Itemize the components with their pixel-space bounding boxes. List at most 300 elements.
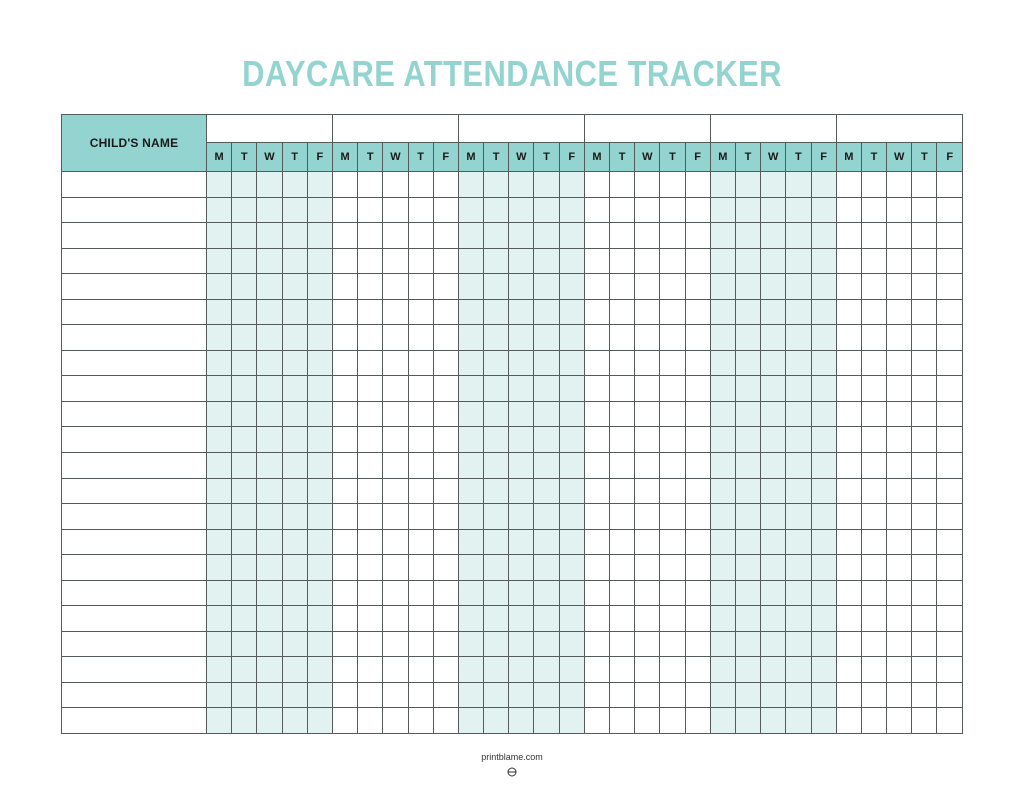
attendance-cell[interactable] [559, 453, 584, 479]
attendance-cell[interactable] [887, 631, 912, 657]
attendance-cell[interactable] [408, 325, 433, 351]
attendance-cell[interactable] [307, 708, 332, 734]
attendance-cell[interactable] [937, 453, 963, 479]
attendance-cell[interactable] [761, 453, 786, 479]
attendance-cell[interactable] [257, 453, 282, 479]
attendance-cell[interactable] [332, 274, 357, 300]
attendance-cell[interactable] [559, 197, 584, 223]
attendance-cell[interactable] [912, 223, 937, 249]
attendance-cell[interactable] [534, 453, 559, 479]
attendance-cell[interactable] [660, 529, 685, 555]
attendance-cell[interactable] [735, 223, 760, 249]
attendance-cell[interactable] [685, 172, 710, 198]
attendance-cell[interactable] [685, 401, 710, 427]
attendance-cell[interactable] [282, 350, 307, 376]
attendance-cell[interactable] [383, 325, 408, 351]
attendance-cell[interactable] [811, 350, 836, 376]
attendance-cell[interactable] [559, 478, 584, 504]
attendance-cell[interactable] [307, 223, 332, 249]
attendance-cell[interactable] [685, 376, 710, 402]
attendance-cell[interactable] [332, 223, 357, 249]
attendance-cell[interactable] [408, 274, 433, 300]
attendance-cell[interactable] [761, 606, 786, 632]
attendance-cell[interactable] [786, 580, 811, 606]
attendance-cell[interactable] [358, 427, 383, 453]
attendance-cell[interactable] [635, 299, 660, 325]
attendance-cell[interactable] [484, 478, 509, 504]
attendance-cell[interactable] [887, 401, 912, 427]
attendance-cell[interactable] [660, 325, 685, 351]
attendance-cell[interactable] [559, 529, 584, 555]
attendance-cell[interactable] [282, 580, 307, 606]
attendance-cell[interactable] [710, 248, 735, 274]
attendance-cell[interactable] [458, 606, 483, 632]
attendance-cell[interactable] [937, 657, 963, 683]
attendance-cell[interactable] [509, 248, 534, 274]
attendance-cell[interactable] [937, 401, 963, 427]
attendance-cell[interactable] [257, 606, 282, 632]
attendance-cell[interactable] [912, 325, 937, 351]
attendance-cell[interactable] [685, 708, 710, 734]
attendance-cell[interactable] [761, 401, 786, 427]
attendance-cell[interactable] [685, 223, 710, 249]
attendance-cell[interactable] [710, 631, 735, 657]
week-label-cell[interactable] [207, 115, 333, 143]
attendance-cell[interactable] [735, 580, 760, 606]
attendance-cell[interactable] [282, 274, 307, 300]
attendance-cell[interactable] [282, 606, 307, 632]
attendance-cell[interactable] [912, 299, 937, 325]
attendance-cell[interactable] [484, 580, 509, 606]
attendance-cell[interactable] [887, 682, 912, 708]
attendance-cell[interactable] [458, 580, 483, 606]
attendance-cell[interactable] [836, 197, 861, 223]
attendance-cell[interactable] [559, 350, 584, 376]
attendance-cell[interactable] [610, 325, 635, 351]
attendance-cell[interactable] [861, 478, 886, 504]
attendance-cell[interactable] [433, 299, 458, 325]
attendance-cell[interactable] [534, 350, 559, 376]
attendance-cell[interactable] [811, 529, 836, 555]
attendance-cell[interactable] [207, 529, 232, 555]
attendance-cell[interactable] [635, 631, 660, 657]
attendance-cell[interactable] [836, 606, 861, 632]
attendance-cell[interactable] [408, 631, 433, 657]
attendance-cell[interactable] [861, 401, 886, 427]
attendance-cell[interactable] [685, 478, 710, 504]
attendance-cell[interactable] [584, 453, 609, 479]
attendance-cell[interactable] [207, 682, 232, 708]
attendance-cell[interactable] [635, 376, 660, 402]
attendance-cell[interactable] [861, 427, 886, 453]
attendance-cell[interactable] [584, 172, 609, 198]
child-name-cell[interactable] [62, 350, 207, 376]
attendance-cell[interactable] [635, 197, 660, 223]
attendance-cell[interactable] [761, 197, 786, 223]
attendance-cell[interactable] [559, 427, 584, 453]
attendance-cell[interactable] [937, 172, 963, 198]
attendance-cell[interactable] [685, 350, 710, 376]
attendance-cell[interactable] [912, 453, 937, 479]
attendance-cell[interactable] [207, 580, 232, 606]
child-name-cell[interactable] [62, 299, 207, 325]
attendance-cell[interactable] [332, 708, 357, 734]
attendance-cell[interactable] [861, 248, 886, 274]
attendance-cell[interactable] [735, 657, 760, 683]
attendance-cell[interactable] [307, 657, 332, 683]
child-name-cell[interactable] [62, 197, 207, 223]
attendance-cell[interactable] [509, 708, 534, 734]
attendance-cell[interactable] [484, 274, 509, 300]
attendance-cell[interactable] [584, 606, 609, 632]
attendance-cell[interactable] [610, 248, 635, 274]
attendance-cell[interactable] [383, 580, 408, 606]
attendance-cell[interactable] [232, 682, 257, 708]
attendance-cell[interactable] [735, 350, 760, 376]
attendance-cell[interactable] [811, 248, 836, 274]
attendance-cell[interactable] [584, 325, 609, 351]
attendance-cell[interactable] [811, 376, 836, 402]
attendance-cell[interactable] [332, 453, 357, 479]
attendance-cell[interactable] [685, 682, 710, 708]
attendance-cell[interactable] [433, 529, 458, 555]
attendance-cell[interactable] [836, 708, 861, 734]
attendance-cell[interactable] [836, 453, 861, 479]
attendance-cell[interactable] [887, 248, 912, 274]
attendance-cell[interactable] [660, 427, 685, 453]
attendance-cell[interactable] [937, 325, 963, 351]
attendance-cell[interactable] [509, 299, 534, 325]
attendance-cell[interactable] [710, 299, 735, 325]
attendance-cell[interactable] [408, 529, 433, 555]
attendance-cell[interactable] [232, 453, 257, 479]
attendance-cell[interactable] [610, 606, 635, 632]
attendance-cell[interactable] [584, 555, 609, 581]
attendance-cell[interactable] [836, 401, 861, 427]
attendance-cell[interactable] [937, 529, 963, 555]
attendance-cell[interactable] [735, 325, 760, 351]
attendance-cell[interactable] [912, 172, 937, 198]
week-label-cell[interactable] [332, 115, 458, 143]
attendance-cell[interactable] [861, 631, 886, 657]
attendance-cell[interactable] [861, 325, 886, 351]
attendance-cell[interactable] [534, 504, 559, 530]
attendance-cell[interactable] [761, 350, 786, 376]
attendance-cell[interactable] [232, 274, 257, 300]
attendance-cell[interactable] [207, 708, 232, 734]
attendance-cell[interactable] [408, 401, 433, 427]
attendance-cell[interactable] [232, 172, 257, 198]
attendance-cell[interactable] [358, 478, 383, 504]
attendance-cell[interactable] [534, 580, 559, 606]
attendance-cell[interactable] [761, 682, 786, 708]
attendance-cell[interactable] [408, 427, 433, 453]
attendance-cell[interactable] [635, 274, 660, 300]
attendance-cell[interactable] [257, 427, 282, 453]
attendance-cell[interactable] [912, 504, 937, 530]
attendance-cell[interactable] [559, 376, 584, 402]
attendance-cell[interactable] [635, 478, 660, 504]
attendance-cell[interactable] [635, 504, 660, 530]
attendance-cell[interactable] [484, 631, 509, 657]
attendance-cell[interactable] [534, 708, 559, 734]
attendance-cell[interactable] [735, 682, 760, 708]
attendance-cell[interactable] [786, 555, 811, 581]
attendance-cell[interactable] [836, 657, 861, 683]
attendance-cell[interactable] [282, 299, 307, 325]
attendance-cell[interactable] [735, 504, 760, 530]
attendance-cell[interactable] [836, 274, 861, 300]
attendance-cell[interactable] [207, 555, 232, 581]
attendance-cell[interactable] [912, 376, 937, 402]
attendance-cell[interactable] [735, 453, 760, 479]
attendance-cell[interactable] [484, 453, 509, 479]
attendance-cell[interactable] [761, 427, 786, 453]
attendance-cell[interactable] [484, 529, 509, 555]
attendance-cell[interactable] [610, 682, 635, 708]
attendance-cell[interactable] [660, 657, 685, 683]
attendance-cell[interactable] [257, 350, 282, 376]
attendance-cell[interactable] [861, 172, 886, 198]
attendance-cell[interactable] [232, 299, 257, 325]
attendance-cell[interactable] [484, 657, 509, 683]
attendance-cell[interactable] [534, 427, 559, 453]
attendance-cell[interactable] [257, 529, 282, 555]
attendance-cell[interactable] [433, 248, 458, 274]
attendance-cell[interactable] [610, 376, 635, 402]
child-name-cell[interactable] [62, 504, 207, 530]
attendance-cell[interactable] [887, 453, 912, 479]
attendance-cell[interactable] [635, 708, 660, 734]
attendance-cell[interactable] [534, 376, 559, 402]
attendance-cell[interactable] [761, 223, 786, 249]
attendance-cell[interactable] [433, 350, 458, 376]
attendance-cell[interactable] [307, 376, 332, 402]
attendance-cell[interactable] [861, 657, 886, 683]
attendance-cell[interactable] [282, 325, 307, 351]
attendance-cell[interactable] [534, 529, 559, 555]
child-name-cell[interactable] [62, 478, 207, 504]
attendance-cell[interactable] [710, 504, 735, 530]
attendance-cell[interactable] [257, 478, 282, 504]
attendance-cell[interactable] [458, 555, 483, 581]
child-name-cell[interactable] [62, 427, 207, 453]
attendance-cell[interactable] [635, 529, 660, 555]
attendance-cell[interactable] [710, 478, 735, 504]
attendance-cell[interactable] [332, 376, 357, 402]
attendance-cell[interactable] [887, 606, 912, 632]
attendance-cell[interactable] [660, 555, 685, 581]
attendance-cell[interactable] [207, 657, 232, 683]
attendance-cell[interactable] [458, 325, 483, 351]
attendance-cell[interactable] [861, 529, 886, 555]
attendance-cell[interactable] [257, 274, 282, 300]
attendance-cell[interactable] [484, 325, 509, 351]
attendance-cell[interactable] [786, 299, 811, 325]
attendance-cell[interactable] [358, 682, 383, 708]
attendance-cell[interactable] [912, 197, 937, 223]
attendance-cell[interactable] [207, 631, 232, 657]
attendance-cell[interactable] [610, 401, 635, 427]
attendance-cell[interactable] [458, 223, 483, 249]
attendance-cell[interactable] [861, 682, 886, 708]
attendance-cell[interactable] [610, 580, 635, 606]
attendance-cell[interactable] [383, 529, 408, 555]
attendance-cell[interactable] [811, 197, 836, 223]
attendance-cell[interactable] [509, 172, 534, 198]
attendance-cell[interactable] [207, 478, 232, 504]
attendance-cell[interactable] [332, 299, 357, 325]
attendance-cell[interactable] [484, 555, 509, 581]
attendance-cell[interactable] [232, 223, 257, 249]
attendance-cell[interactable] [887, 478, 912, 504]
attendance-cell[interactable] [811, 504, 836, 530]
attendance-cell[interactable] [458, 299, 483, 325]
attendance-cell[interactable] [383, 631, 408, 657]
attendance-cell[interactable] [257, 376, 282, 402]
attendance-cell[interactable] [534, 682, 559, 708]
attendance-cell[interactable] [232, 657, 257, 683]
attendance-cell[interactable] [358, 172, 383, 198]
attendance-cell[interactable] [408, 299, 433, 325]
attendance-cell[interactable] [635, 453, 660, 479]
child-name-cell[interactable] [62, 657, 207, 683]
attendance-cell[interactable] [610, 453, 635, 479]
attendance-cell[interactable] [685, 274, 710, 300]
attendance-cell[interactable] [660, 453, 685, 479]
attendance-cell[interactable] [207, 325, 232, 351]
attendance-cell[interactable] [685, 427, 710, 453]
attendance-cell[interactable] [937, 350, 963, 376]
attendance-cell[interactable] [786, 172, 811, 198]
attendance-cell[interactable] [332, 325, 357, 351]
attendance-cell[interactable] [509, 580, 534, 606]
attendance-cell[interactable] [232, 325, 257, 351]
attendance-cell[interactable] [811, 325, 836, 351]
attendance-cell[interactable] [559, 325, 584, 351]
attendance-cell[interactable] [660, 299, 685, 325]
attendance-cell[interactable] [610, 529, 635, 555]
attendance-cell[interactable] [332, 504, 357, 530]
attendance-cell[interactable] [861, 453, 886, 479]
child-name-cell[interactable] [62, 555, 207, 581]
attendance-cell[interactable] [685, 197, 710, 223]
attendance-cell[interactable] [635, 580, 660, 606]
attendance-cell[interactable] [232, 197, 257, 223]
week-label-cell[interactable] [836, 115, 962, 143]
attendance-cell[interactable] [710, 376, 735, 402]
attendance-cell[interactable] [559, 401, 584, 427]
attendance-cell[interactable] [458, 504, 483, 530]
attendance-cell[interactable] [534, 325, 559, 351]
attendance-cell[interactable] [433, 401, 458, 427]
attendance-cell[interactable] [861, 299, 886, 325]
attendance-cell[interactable] [408, 223, 433, 249]
attendance-cell[interactable] [735, 427, 760, 453]
attendance-cell[interactable] [584, 274, 609, 300]
attendance-cell[interactable] [887, 555, 912, 581]
attendance-cell[interactable] [534, 274, 559, 300]
attendance-cell[interactable] [786, 504, 811, 530]
attendance-cell[interactable] [484, 606, 509, 632]
attendance-cell[interactable] [408, 682, 433, 708]
attendance-cell[interactable] [735, 708, 760, 734]
attendance-cell[interactable] [811, 299, 836, 325]
attendance-cell[interactable] [761, 529, 786, 555]
attendance-cell[interactable] [559, 223, 584, 249]
attendance-cell[interactable] [383, 657, 408, 683]
attendance-cell[interactable] [811, 478, 836, 504]
attendance-cell[interactable] [584, 223, 609, 249]
attendance-cell[interactable] [660, 682, 685, 708]
attendance-cell[interactable] [207, 248, 232, 274]
attendance-cell[interactable] [660, 376, 685, 402]
child-name-cell[interactable] [62, 580, 207, 606]
attendance-cell[interactable] [887, 350, 912, 376]
attendance-cell[interactable] [484, 248, 509, 274]
attendance-cell[interactable] [383, 299, 408, 325]
attendance-cell[interactable] [408, 478, 433, 504]
attendance-cell[interactable] [735, 197, 760, 223]
child-name-cell[interactable] [62, 631, 207, 657]
attendance-cell[interactable] [786, 478, 811, 504]
attendance-cell[interactable] [484, 350, 509, 376]
attendance-cell[interactable] [408, 376, 433, 402]
attendance-cell[interactable] [509, 478, 534, 504]
attendance-cell[interactable] [584, 682, 609, 708]
attendance-cell[interactable] [484, 427, 509, 453]
attendance-cell[interactable] [710, 682, 735, 708]
attendance-cell[interactable] [685, 248, 710, 274]
attendance-cell[interactable] [559, 172, 584, 198]
attendance-cell[interactable] [358, 401, 383, 427]
attendance-cell[interactable] [307, 529, 332, 555]
attendance-cell[interactable] [332, 197, 357, 223]
attendance-cell[interactable] [509, 325, 534, 351]
attendance-cell[interactable] [509, 350, 534, 376]
attendance-cell[interactable] [660, 504, 685, 530]
attendance-cell[interactable] [282, 197, 307, 223]
week-label-cell[interactable] [710, 115, 836, 143]
attendance-cell[interactable] [358, 299, 383, 325]
attendance-cell[interactable] [610, 657, 635, 683]
attendance-cell[interactable] [811, 172, 836, 198]
attendance-cell[interactable] [685, 325, 710, 351]
child-name-cell[interactable] [62, 223, 207, 249]
attendance-cell[interactable] [383, 504, 408, 530]
child-name-cell[interactable] [62, 248, 207, 274]
attendance-cell[interactable] [484, 682, 509, 708]
attendance-cell[interactable] [761, 248, 786, 274]
attendance-cell[interactable] [383, 555, 408, 581]
attendance-cell[interactable] [282, 657, 307, 683]
attendance-cell[interactable] [610, 555, 635, 581]
attendance-cell[interactable] [761, 657, 786, 683]
attendance-cell[interactable] [610, 504, 635, 530]
attendance-cell[interactable] [660, 401, 685, 427]
attendance-cell[interactable] [509, 376, 534, 402]
attendance-cell[interactable] [584, 657, 609, 683]
attendance-cell[interactable] [584, 401, 609, 427]
attendance-cell[interactable] [811, 682, 836, 708]
attendance-cell[interactable] [332, 350, 357, 376]
attendance-cell[interactable] [232, 580, 257, 606]
attendance-cell[interactable] [811, 401, 836, 427]
attendance-cell[interactable] [887, 657, 912, 683]
attendance-cell[interactable] [887, 708, 912, 734]
attendance-cell[interactable] [383, 197, 408, 223]
attendance-cell[interactable] [912, 580, 937, 606]
